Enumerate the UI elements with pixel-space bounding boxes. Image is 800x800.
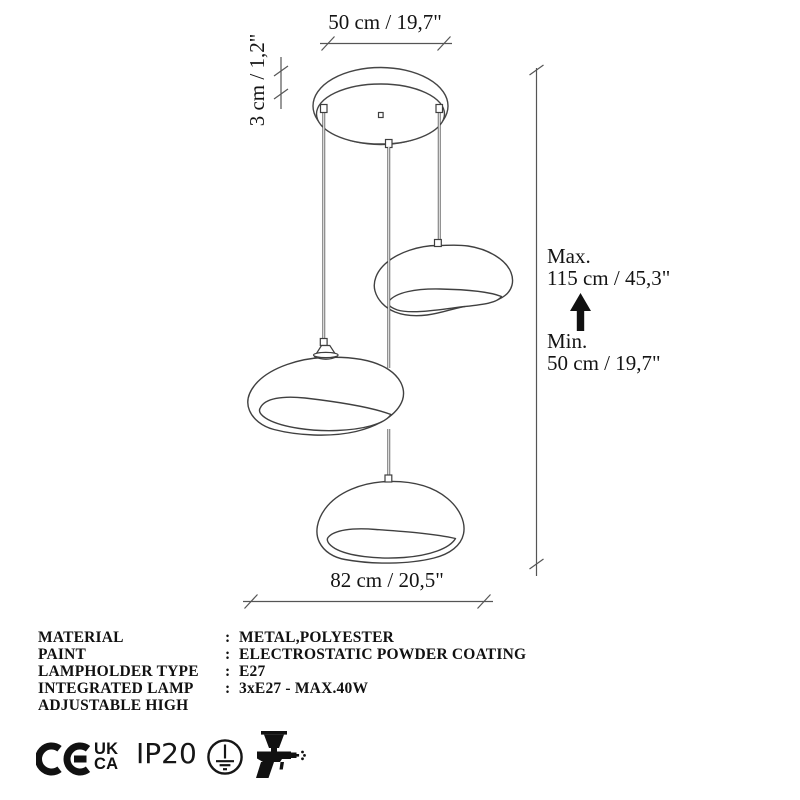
- pendant-shade-right: [374, 245, 512, 316]
- dimension-overall-width-label: 82 cm / 20,5": [330, 568, 444, 592]
- spec-separator: :: [225, 629, 231, 646]
- cable-grip: [321, 105, 328, 113]
- ukca-line2: CA: [94, 755, 119, 773]
- cable-grip: [435, 240, 442, 247]
- spec-label: PAINT: [38, 646, 87, 663]
- middle-shade-cap: [314, 339, 339, 360]
- spec-row-integrated-lamp: [38, 680, 526, 697]
- cable-grip: [386, 140, 393, 148]
- spec-value: 3xE27 - MAX.40W: [239, 680, 369, 697]
- spec-separator: :: [225, 680, 231, 697]
- cable-grip: [436, 105, 443, 113]
- dimension-min-label: Min.: [547, 329, 588, 353]
- ceiling-canopy: [313, 68, 448, 145]
- ukca-mark-icon: [94, 742, 118, 772]
- pendant-shade-middle: [248, 357, 404, 435]
- dimension-max-value: 115 cm / 45,3": [547, 266, 671, 290]
- spec-label: MATERIAL: [38, 629, 124, 646]
- spec-separator: :: [225, 663, 231, 680]
- cable-grip: [320, 339, 327, 346]
- spec-label: ADJUSTABLE HIGH: [38, 697, 189, 714]
- spec-row-lampholder: [38, 663, 526, 680]
- spec-value: METAL,POLYESTER: [239, 629, 395, 646]
- earth-ground-class1-icon: [205, 737, 245, 777]
- shade-opening-rim: [388, 289, 501, 312]
- spec-row-material: [38, 629, 526, 646]
- adjustable-height-arrow-icon: [570, 293, 591, 331]
- ip-rating-label: IP20: [136, 737, 197, 770]
- spec-row-adjustable-high: [38, 697, 526, 714]
- dimension-min-value: 50 cm / 19,7": [547, 351, 661, 375]
- canopy-center-screw: [379, 113, 384, 118]
- spec-value: ELECTROSTATIC POWDER COATING: [239, 646, 527, 663]
- spec-value: [239, 697, 526, 714]
- dimension-canopy-width-label: 50 cm / 19,7": [328, 10, 442, 34]
- spec-label: LAMPHOLDER TYPE: [38, 663, 199, 680]
- cap-rim: [314, 352, 339, 357]
- spec-separator: :: [225, 646, 231, 663]
- spec-separator: [225, 697, 239, 714]
- spec-value: E27: [239, 663, 266, 680]
- pendant-shade-bottom: [317, 481, 464, 563]
- ce-mark-icon: [36, 740, 92, 778]
- dimension-canopy-height-label: 3 cm / 1,2": [245, 33, 269, 127]
- spec-table: [38, 629, 526, 714]
- dimension-max-label: Max.: [547, 244, 591, 268]
- cable-grip: [385, 475, 392, 482]
- spec-label: INTEGRATED LAMP: [38, 680, 194, 697]
- spec-row-paint: [38, 646, 526, 663]
- ukca-line1: UK: [94, 740, 119, 758]
- spray-paint-gun-icon: [251, 731, 309, 780]
